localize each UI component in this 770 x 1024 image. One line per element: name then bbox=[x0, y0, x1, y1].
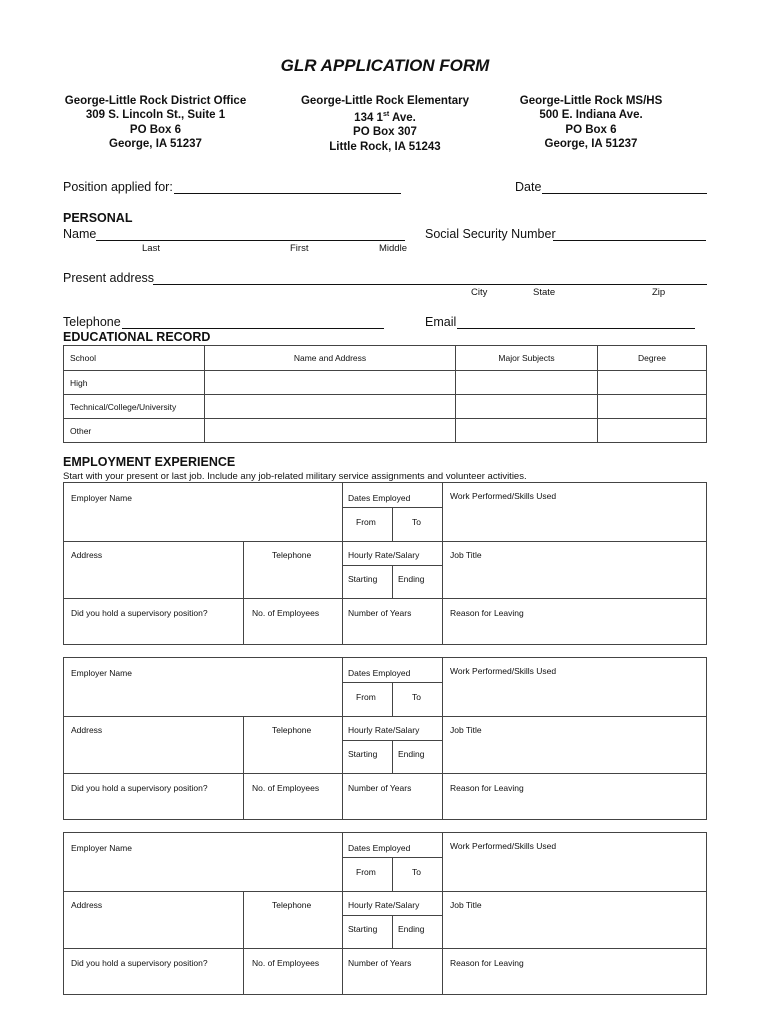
education-heading: EDUCATIONAL RECORD bbox=[63, 330, 211, 344]
divider bbox=[442, 483, 443, 644]
office-street: 500 E. Indiana Ave. bbox=[539, 109, 643, 122]
degree-cell[interactable] bbox=[598, 395, 707, 419]
office-name: George-Little Rock MS/HS bbox=[519, 95, 663, 107]
date-label: Date bbox=[515, 180, 542, 194]
divider bbox=[243, 541, 244, 644]
education-table bbox=[63, 345, 707, 443]
personal-heading: PERSONAL bbox=[63, 211, 133, 225]
divider bbox=[442, 598, 707, 599]
divider bbox=[243, 716, 244, 819]
divider bbox=[442, 948, 707, 949]
employees-label: No. of Employees bbox=[252, 783, 320, 793]
dates-employed-label: Dates Employed bbox=[348, 843, 411, 853]
employer-block-2 bbox=[63, 657, 707, 820]
office-box: PO Box 6 bbox=[129, 123, 182, 136]
name-address-cell[interactable] bbox=[205, 419, 456, 443]
job-title-label: Job Title bbox=[450, 900, 482, 910]
city-label: City bbox=[471, 287, 488, 298]
school-type: Other bbox=[64, 419, 205, 443]
ending-label: Ending bbox=[398, 574, 425, 584]
education-header-row bbox=[64, 346, 707, 371]
divider bbox=[442, 541, 707, 542]
supervisory-label: Did you hold a supervisory position? bbox=[71, 608, 208, 618]
position-label: Position applied for: bbox=[63, 180, 173, 194]
position-input[interactable] bbox=[174, 193, 401, 194]
divider bbox=[442, 658, 443, 819]
employer-name-label: Employer Name bbox=[71, 668, 132, 678]
to-label: To bbox=[412, 517, 421, 527]
divider bbox=[392, 565, 393, 598]
ending-label: Ending bbox=[398, 924, 425, 934]
reason-label: Reason for Leaving bbox=[450, 958, 524, 968]
from-label: From bbox=[356, 692, 376, 702]
work-performed-label: Work Performed/Skills Used bbox=[450, 841, 557, 851]
education-row-high bbox=[64, 371, 707, 395]
office-elementary bbox=[288, 94, 482, 154]
major-subjects-cell[interactable] bbox=[456, 395, 598, 419]
employees-label: No. of Employees bbox=[252, 958, 320, 968]
dates-employed-label: Dates Employed bbox=[348, 668, 411, 678]
present-address-input[interactable] bbox=[153, 284, 707, 285]
middle-label: Middle bbox=[379, 243, 407, 254]
form-title: GLR APPLICATION FORM bbox=[280, 56, 490, 75]
divider bbox=[243, 891, 244, 994]
office-street: 134 1st Ave. bbox=[354, 111, 416, 125]
office-name: George-Little Rock District Office bbox=[64, 95, 247, 107]
office-street: 309 S. Lincoln St., Suite 1 bbox=[85, 109, 226, 122]
reason-label: Reason for Leaving bbox=[450, 608, 524, 618]
address-label: Address bbox=[71, 900, 103, 910]
header-major-subjects: Major Subjects bbox=[456, 346, 598, 371]
divider bbox=[442, 833, 443, 994]
degree-cell[interactable] bbox=[598, 371, 707, 395]
address-label: Address bbox=[71, 550, 103, 560]
office-city: Little Rock, IA 51243 bbox=[329, 140, 441, 153]
divider bbox=[392, 682, 393, 716]
job-title-label: Job Title bbox=[450, 725, 482, 735]
zip-label: Zip bbox=[652, 287, 666, 298]
major-subjects-cell[interactable] bbox=[456, 371, 598, 395]
employment-instructions: Start with your present or last job. Include any job-related military service assignments and volunteer activities. bbox=[63, 471, 527, 482]
name-address-cell[interactable] bbox=[205, 395, 456, 419]
first-label: First bbox=[290, 243, 309, 254]
divider bbox=[64, 773, 442, 774]
dates-employed-label: Dates Employed bbox=[348, 493, 411, 503]
work-performed-label: Work Performed/Skills Used bbox=[450, 491, 557, 501]
name-input[interactable] bbox=[96, 240, 405, 241]
divider bbox=[64, 598, 442, 599]
divider bbox=[64, 541, 442, 542]
office-city: George, IA 51237 bbox=[544, 137, 638, 150]
divider bbox=[392, 857, 393, 891]
divider bbox=[442, 773, 707, 774]
date-input[interactable] bbox=[542, 193, 707, 194]
header-degree: Degree bbox=[598, 346, 707, 371]
telephone-input[interactable] bbox=[122, 328, 384, 329]
employer-block-1 bbox=[63, 482, 707, 645]
telephone-label: Telephone bbox=[63, 315, 121, 329]
major-subjects-cell[interactable] bbox=[456, 419, 598, 443]
reason-label: Reason for Leaving bbox=[450, 783, 524, 793]
employees-label: No. of Employees bbox=[252, 608, 320, 618]
years-label: Number of Years bbox=[348, 783, 412, 793]
divider bbox=[392, 507, 393, 541]
state-label: State bbox=[533, 287, 556, 298]
education-row-college bbox=[64, 395, 707, 419]
supervisory-label: Did you hold a supervisory position? bbox=[71, 958, 208, 968]
office-city: George, IA 51237 bbox=[109, 137, 202, 150]
office-district bbox=[58, 94, 253, 151]
to-label: To bbox=[412, 867, 421, 877]
telephone-label: Telephone bbox=[272, 900, 312, 910]
divider bbox=[442, 716, 707, 717]
divider bbox=[64, 891, 442, 892]
job-title-label: Job Title bbox=[450, 550, 482, 560]
divider bbox=[64, 948, 442, 949]
employment-heading: EMPLOYMENT EXPERIENCE bbox=[63, 455, 236, 469]
employer-name-label: Employer Name bbox=[71, 493, 132, 503]
telephone-label: Telephone bbox=[272, 550, 312, 560]
office-name: George-Little Rock Elementary bbox=[300, 95, 470, 107]
hourly-rate-label: Hourly Rate/Salary bbox=[348, 900, 420, 910]
ssn-label: Social Security Number bbox=[425, 227, 556, 241]
telephone-label: Telephone bbox=[272, 725, 312, 735]
from-label: From bbox=[356, 517, 376, 527]
office-box: PO Box 307 bbox=[353, 126, 417, 139]
divider bbox=[392, 915, 393, 948]
email-input[interactable] bbox=[457, 328, 695, 329]
years-label: Number of Years bbox=[348, 608, 412, 618]
header-name-address: Name and Address bbox=[205, 346, 456, 371]
education-row-other bbox=[64, 419, 707, 443]
header-school: School bbox=[64, 346, 205, 371]
office-box: PO Box 6 bbox=[565, 123, 617, 136]
work-performed-label: Work Performed/Skills Used bbox=[450, 666, 557, 676]
starting-label: Starting bbox=[348, 924, 378, 934]
hourly-rate-label: Hourly Rate/Salary bbox=[348, 725, 420, 735]
from-label: From bbox=[356, 867, 376, 877]
hourly-rate-label: Hourly Rate/Salary bbox=[348, 550, 420, 560]
name-address-cell[interactable] bbox=[205, 371, 456, 395]
employer-block-3 bbox=[63, 832, 707, 995]
starting-label: Starting bbox=[348, 749, 378, 759]
supervisory-label: Did you hold a supervisory position? bbox=[71, 783, 208, 793]
ending-label: Ending bbox=[398, 749, 425, 759]
name-label: Name bbox=[63, 227, 97, 241]
years-label: Number of Years bbox=[348, 958, 412, 968]
address-label: Address bbox=[71, 725, 103, 735]
employer-name-label: Employer Name bbox=[71, 843, 132, 853]
divider bbox=[442, 891, 707, 892]
to-label: To bbox=[412, 692, 421, 702]
divider bbox=[64, 716, 442, 717]
ssn-input[interactable] bbox=[553, 240, 706, 241]
school-type: High bbox=[64, 371, 205, 395]
starting-label: Starting bbox=[348, 574, 378, 584]
last-label: Last bbox=[142, 243, 160, 254]
divider bbox=[392, 740, 393, 773]
email-label: Email bbox=[425, 315, 457, 329]
present-address-label: Present address bbox=[63, 271, 155, 285]
school-type: Technical/College/University bbox=[64, 395, 205, 419]
office-ms-hs bbox=[505, 94, 677, 151]
degree-cell[interactable] bbox=[598, 419, 707, 443]
